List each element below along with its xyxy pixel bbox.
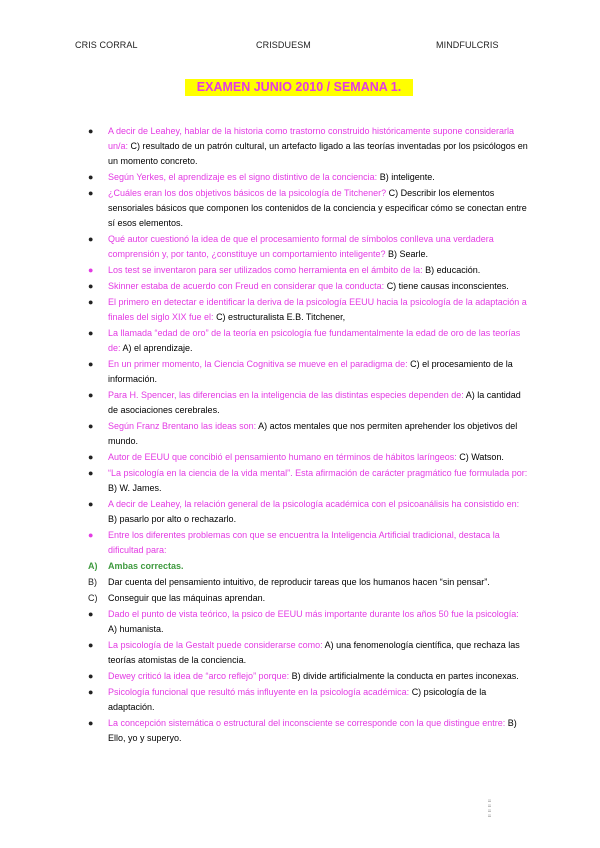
answer-text: B) Searle. <box>387 249 429 259</box>
bullet-icon: ● <box>88 172 94 182</box>
question-item <box>0 638 528 668</box>
question-text: El primero en detectar e identificar la deriva de la psicología EEUU hacia la psicología de la adaptación a finales del siglo XIX fue el: <box>108 297 527 322</box>
stamp-mark: ⁞⁞⁞ ⁞⁞⁞ ⁞⁞⁞ ⁞⁞⁞ <box>488 798 492 818</box>
question-item <box>0 388 528 418</box>
question-text: En un primer momento, la Ciencia Cognitiva se mueve en el paradigma de: <box>108 359 411 369</box>
question-item <box>0 419 528 449</box>
question-text: “La psicología en la ciencia de la vida mental”. Esta afirmación de carácter pragmático fue formulada por: <box>108 468 528 478</box>
bullet-icon: ● <box>88 188 94 198</box>
bullet-icon: ● <box>88 609 94 619</box>
question-item <box>0 263 528 278</box>
bullet-icon: ● <box>88 265 94 275</box>
question-text: Psicología funcional que resultó más influyente en la psicología académica: <box>108 687 412 697</box>
answer-text: A) el aprendizaje. <box>122 343 193 353</box>
answer-text: C) Watson. <box>459 452 504 462</box>
answer-text: A) actos mentales que nos permiten aprehender los objetivos del mundo. <box>108 421 518 446</box>
question-text: Skinner estaba de acuerdo con Freud en considerar que la conducta: <box>108 281 387 291</box>
bullet-icon: ● <box>88 530 94 540</box>
bullet-icon: ● <box>88 359 94 369</box>
answer-text: C) estructuralista E.B. Titchener, <box>216 312 346 322</box>
header-center: CRISDUESM <box>256 40 311 50</box>
header-right: MINDFULCRIS <box>436 40 499 50</box>
option-text: Dar cuenta del pensamiento intuitivo, de reproducir tareas que los humanos hacen “sin pensar”. <box>108 577 490 587</box>
question-item <box>0 607 528 637</box>
bullet-icon: ● <box>88 297 94 307</box>
bullet-icon: ● <box>88 390 94 400</box>
answer-text: C) psicología de la adaptación. <box>108 687 487 712</box>
question-text: Para H. Spencer, las diferencias en la inteligencia de las distintas especies dependen de: <box>108 390 466 400</box>
bullet-icon: ● <box>88 687 94 697</box>
question-item <box>0 528 528 558</box>
answer-text: A) humanista. <box>108 624 164 634</box>
option-marker: A) <box>88 561 98 571</box>
answer-text: A) una fenomenología científica, que rechaza las teorías atomistas de la conciencia. <box>108 640 520 665</box>
question-text: Los test se inventaron para ser utilizados como herramienta en el ámbito de la: <box>108 265 426 275</box>
question-item <box>0 295 528 325</box>
question-item <box>0 466 528 496</box>
question-item <box>0 716 528 746</box>
question-text: ¿Cuáles eran los dos objetivos básicos de la psicología de Titchener? <box>108 188 389 198</box>
answer-text: B) divide artificialmente la conducta en partes inconexas. <box>291 671 519 681</box>
answer-text: B) inteligente. <box>379 172 435 182</box>
question-item <box>0 326 528 356</box>
bullet-icon: ● <box>88 718 94 728</box>
answer-text: B) educación. <box>425 265 481 275</box>
question-text: A decir de Leahey, hablar de la historia como trastorno construido históricamente supone considerarla un/a: <box>108 126 515 151</box>
option-item <box>0 591 528 606</box>
question-text: Dewey criticó la idea de “arco reflejo” porque: <box>108 671 292 681</box>
question-item <box>0 497 528 527</box>
question-item <box>0 170 528 185</box>
question-item <box>0 124 528 169</box>
option-marker: B) <box>88 577 97 587</box>
option-item <box>0 559 528 574</box>
answer-text: C) resultado de un patrón cultural, un artefacto ligado a las teorías inventadas por los psicólogos en un momento concreto. <box>108 141 528 166</box>
question-text: La llamada “edad de oro” de la teoría en psicología fue fundamentalmente la edad de oro de las teorías de: <box>108 328 521 353</box>
header-left: CRIS CORRAL <box>75 40 138 50</box>
bullet-icon: ● <box>88 328 94 338</box>
question-text: Qué autor cuestionó la idea de que el procesamiento formal de símbolos conlleva una verdadera comprensión y, por tanto, ¿constituye un comportamiento inteligente? <box>108 234 494 259</box>
option-text: Ambas correctas. <box>108 561 184 571</box>
option-marker: C) <box>88 593 98 603</box>
answer-text: C) el procesamiento de la información. <box>108 359 513 384</box>
question-item <box>0 669 528 684</box>
question-text: La psicología de la Gestalt puede considerarse como: <box>108 640 325 650</box>
question-item <box>0 232 528 262</box>
question-item <box>0 357 528 387</box>
bullet-icon: ● <box>88 281 94 291</box>
answer-text: A) la cantidad de asociaciones cerebrales. <box>108 390 521 415</box>
answer-text: C) Describir los elementos sensoriales básicos que componen los contenidos de la conciencia y especificar cómo se conectan entre sí esos elementos. <box>108 188 527 228</box>
bullet-icon: ● <box>88 126 94 136</box>
bullet-icon: ● <box>88 468 94 478</box>
answer-text: B) W. James. <box>108 483 162 493</box>
question-text: Entre los diferentes problemas con que se encuentra la Inteligencia Artificial tradicional, destaca la dificultad para: <box>108 530 500 555</box>
bullet-icon: ● <box>88 499 94 509</box>
bullet-icon: ● <box>88 234 94 244</box>
bullet-icon: ● <box>88 640 94 650</box>
question-text: Según Franz Brentano las ideas son: <box>108 421 259 431</box>
question-item <box>0 279 528 294</box>
option-text: Conseguir que las máquinas aprendan. <box>108 593 266 603</box>
bullet-icon: ● <box>88 671 94 681</box>
question-text: Dado el punto de vista teórico, la psico de EEUU más importante durante los años 50 fue la psicología: <box>108 609 519 619</box>
question-text: Autor de EEUU que concibió el pensamiento humano en términos de hábitos laríngeos: <box>108 452 460 462</box>
question-text: La concepción sistemática o estructural del inconsciente se corresponde con la que distingue entre: <box>108 718 508 728</box>
option-item <box>0 575 528 590</box>
answer-text: C) tiene causas inconscientes. <box>386 281 509 291</box>
answer-text: B) pasarlo por alto o rechazarlo. <box>108 514 237 524</box>
question-list <box>0 124 600 747</box>
answer-text: B) Ello, yo y superyo. <box>108 718 517 743</box>
question-item <box>0 186 528 231</box>
question-item <box>0 450 528 465</box>
bullet-icon: ● <box>88 452 94 462</box>
question-item <box>0 685 528 715</box>
question-text: Según Yerkes, el aprendizaje es el signo distintivo de la conciencia: <box>108 172 380 182</box>
page-title: EXAMEN JUNIO 2010 / SEMANA 1. <box>185 79 413 96</box>
question-text: A decir de Leahey, la relación general de la psicología académica con el psicoanálisis ha consistido en: <box>108 499 520 509</box>
bullet-icon: ● <box>88 421 94 431</box>
